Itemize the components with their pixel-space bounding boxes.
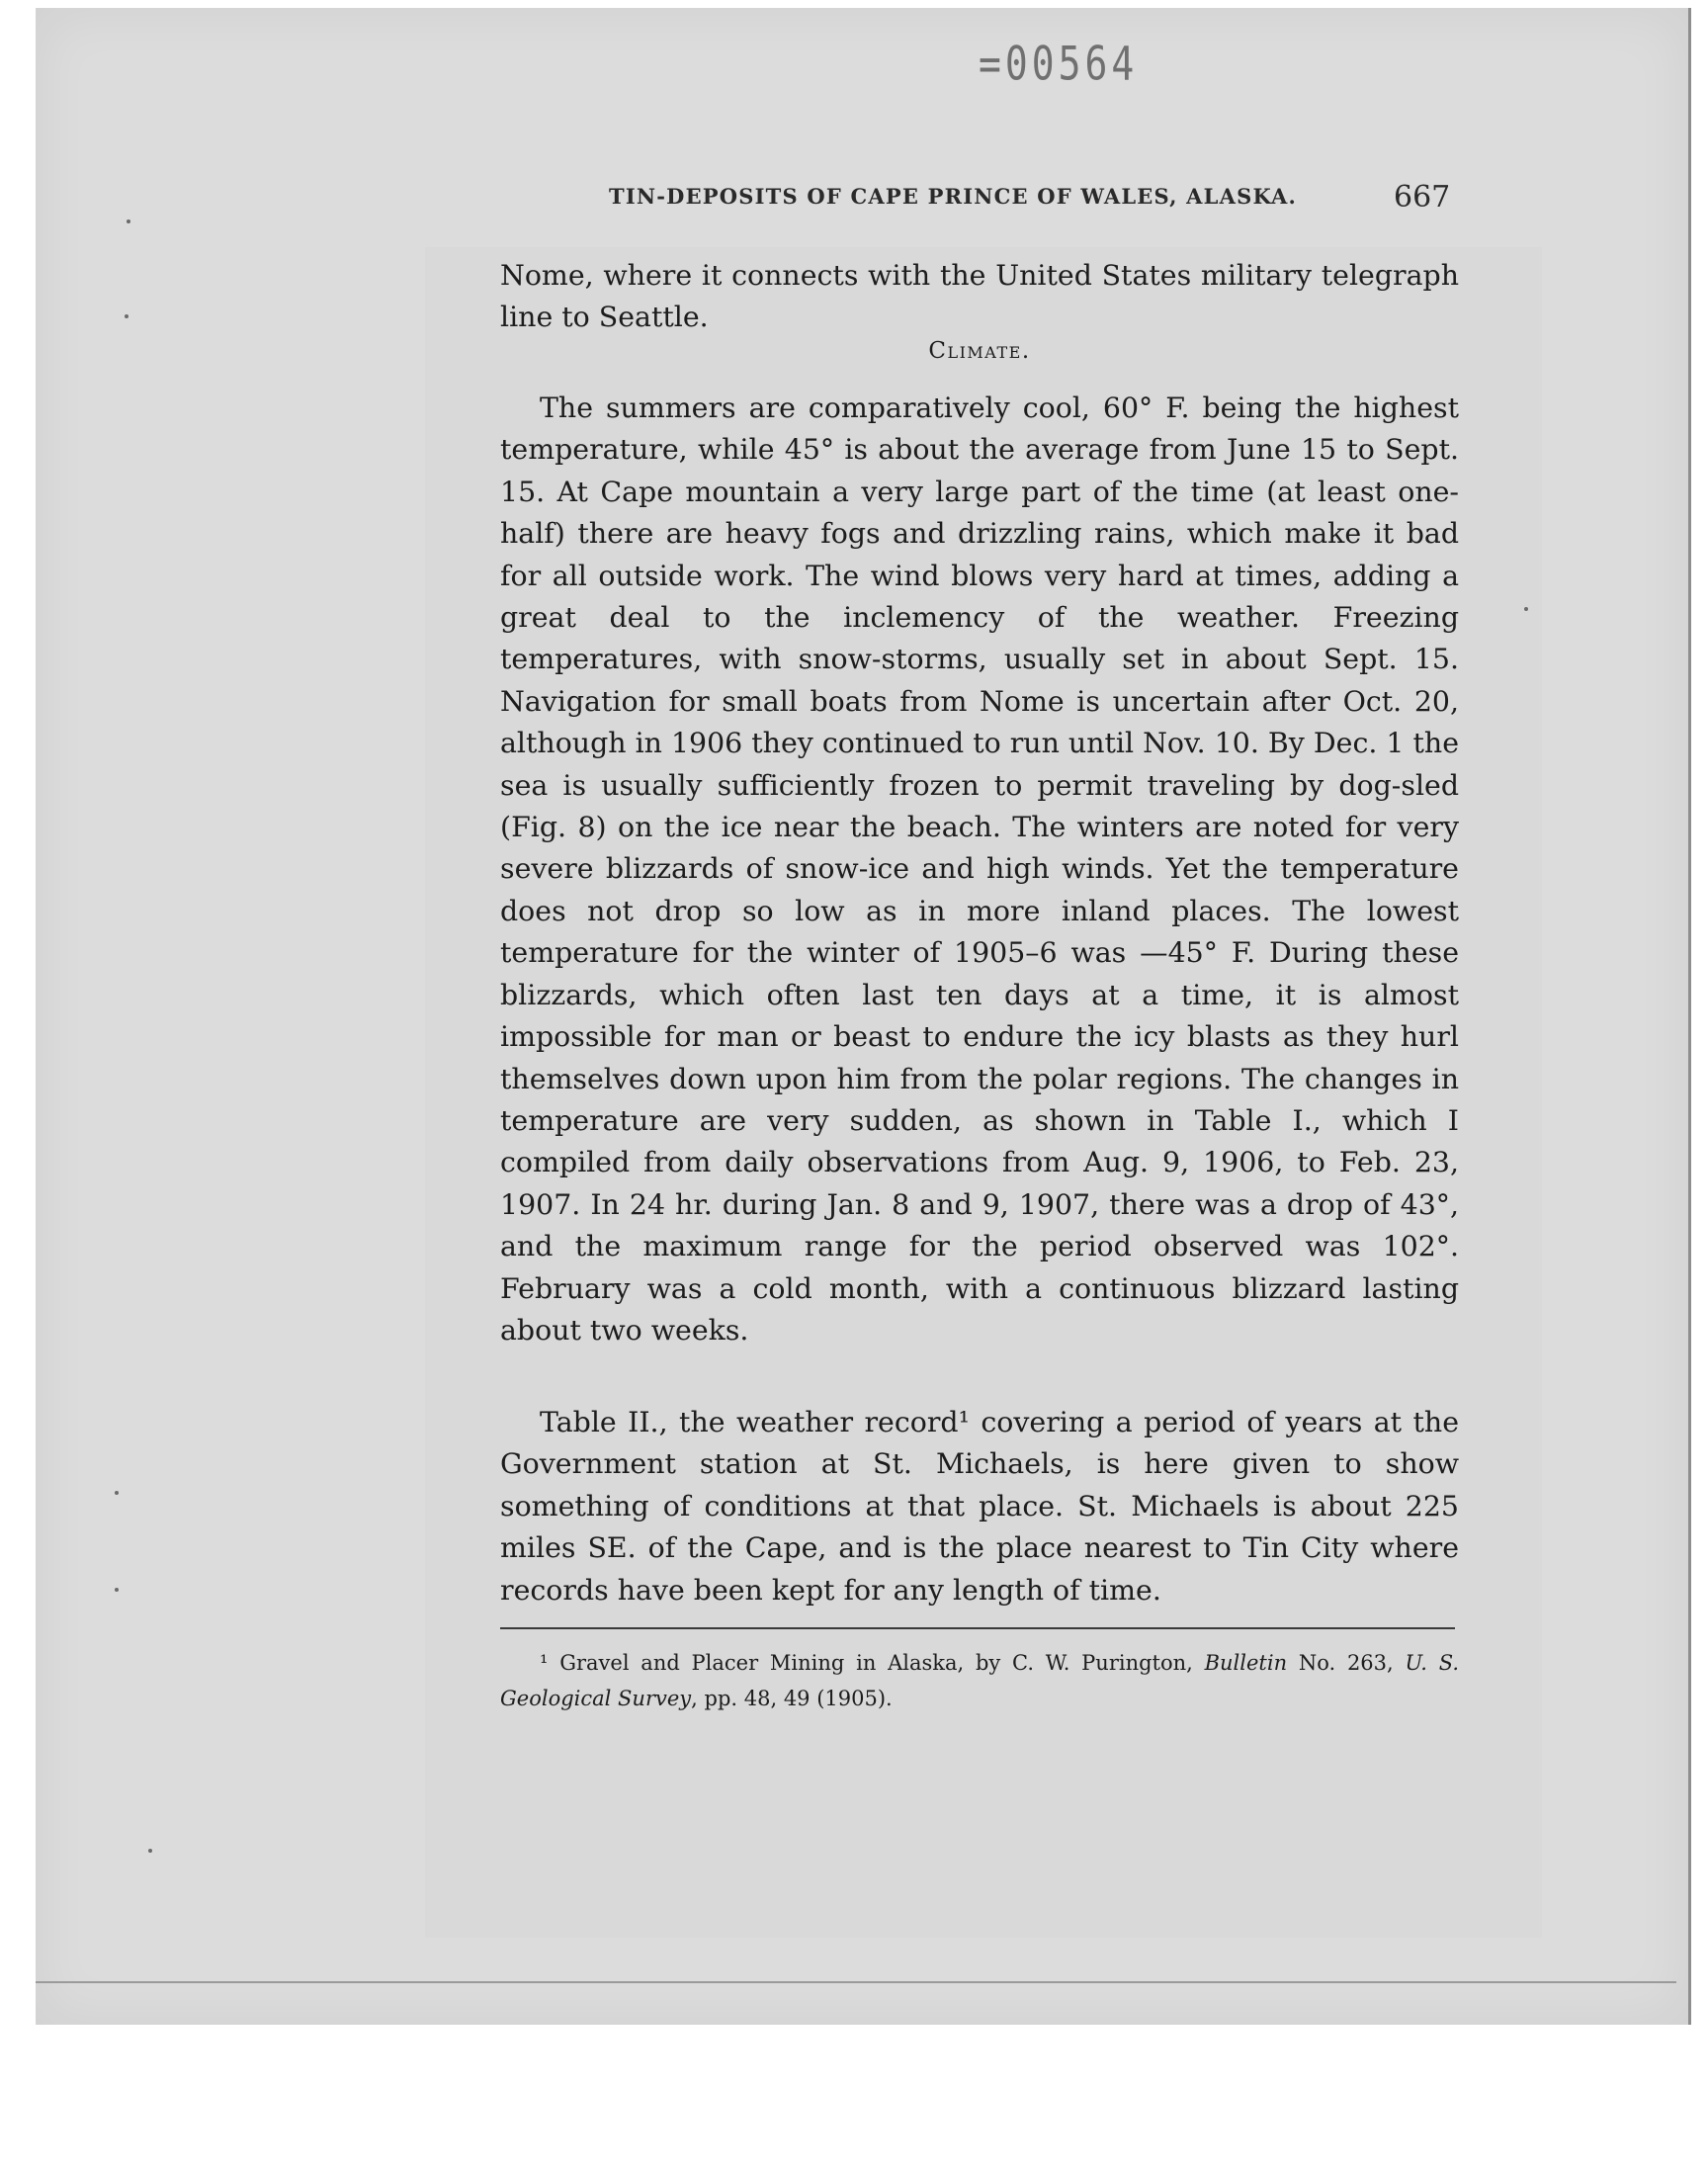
intro-paragraph: Nome, where it connects with the United States military telegraph line to Seattle. — [500, 259, 1459, 334]
climate-paragraph: The summers are comparatively cool, 60° F. being the highest temperature, while 45° is about the average from June 15 to Sept. 15. At Cape mountain a very large part of the time (at least one-half) there are heavy fogs and drizzling rains, which make it bad for all outside work. The wind blows very hard at times, adding a great deal to the inclemency of the weather. Freezing temperatures, with snow-storms, usually set in about Sept. 15. Navigation for small boats from Nome is uncertain after Oct. 20, although in 1906 they continued to run until Nov. 10. By Dec. 1 the sea is usually sufficiently frozen to permit traveling by dog-sled (Fig. 8) on the ice near the beach. The winters are noted for very severe blizzards of snow-ice and high winds. Yet the temperature does not drop so low as in more inland places. The lowest temperature for the winter of 1905–6 was —45° F. During these blizzards, which often last ten days at a time, it is almost impossible for man or beast to endure the icy blasts as they hurl themselves down upon him from the polar regions. The changes in temperature are very sudden, as shown in Table I., which I compiled from daily observations from Aug. 9, 1906, to Feb. 23, 1907. In 24 hr. during Jan. 8 and 9, 1907, there was a drop of 43°, and the maximum range for the period observed was 102°. February was a cold month, with a continuous blizzard lasting about two weeks. — [500, 392, 1459, 1347]
footnote-text-3: , pp. 48, 49 (1905). — [691, 1687, 893, 1710]
table-ii-paragraph: Table II., the weather record¹ covering a period of years at the Government station at St. Michaels, is here given to show something of conditions at that place. St. Michaels is about 225 miles SE. of the Cape, and is the place nearest to Tin City where records have been kept for any length of time. — [500, 1406, 1459, 1607]
archive-stamp-number: =00564 — [979, 36, 1139, 91]
footnote-bulletin: Bulletin — [1204, 1651, 1288, 1675]
running-header: TIN-DEPOSITS OF CAPE PRINCE OF WALES, ALASKA. — [609, 184, 1298, 209]
footnote-marker: ¹ — [540, 1651, 549, 1675]
footnote-divider — [500, 1627, 1455, 1629]
page-number: 667 — [1394, 180, 1451, 215]
footnote-text-2: No. 263, — [1287, 1651, 1406, 1675]
scan-speck — [115, 1588, 119, 1592]
scan-speck — [1524, 607, 1528, 611]
section-heading-climate: Climate. — [928, 338, 1031, 364]
footnote — [500, 1645, 1459, 1716]
scan-speck — [115, 1491, 119, 1495]
footnote-text-1: Gravel and Placer Mining in Alaska, by C. W. Purington, — [548, 1651, 1205, 1675]
page-bottom-edge — [36, 1981, 1676, 1983]
scan-speck — [125, 314, 128, 318]
footnote-survey: U. S. Geological Survey — [500, 1651, 1460, 1710]
scan-speck — [127, 219, 130, 223]
scan-speck — [148, 1849, 152, 1853]
